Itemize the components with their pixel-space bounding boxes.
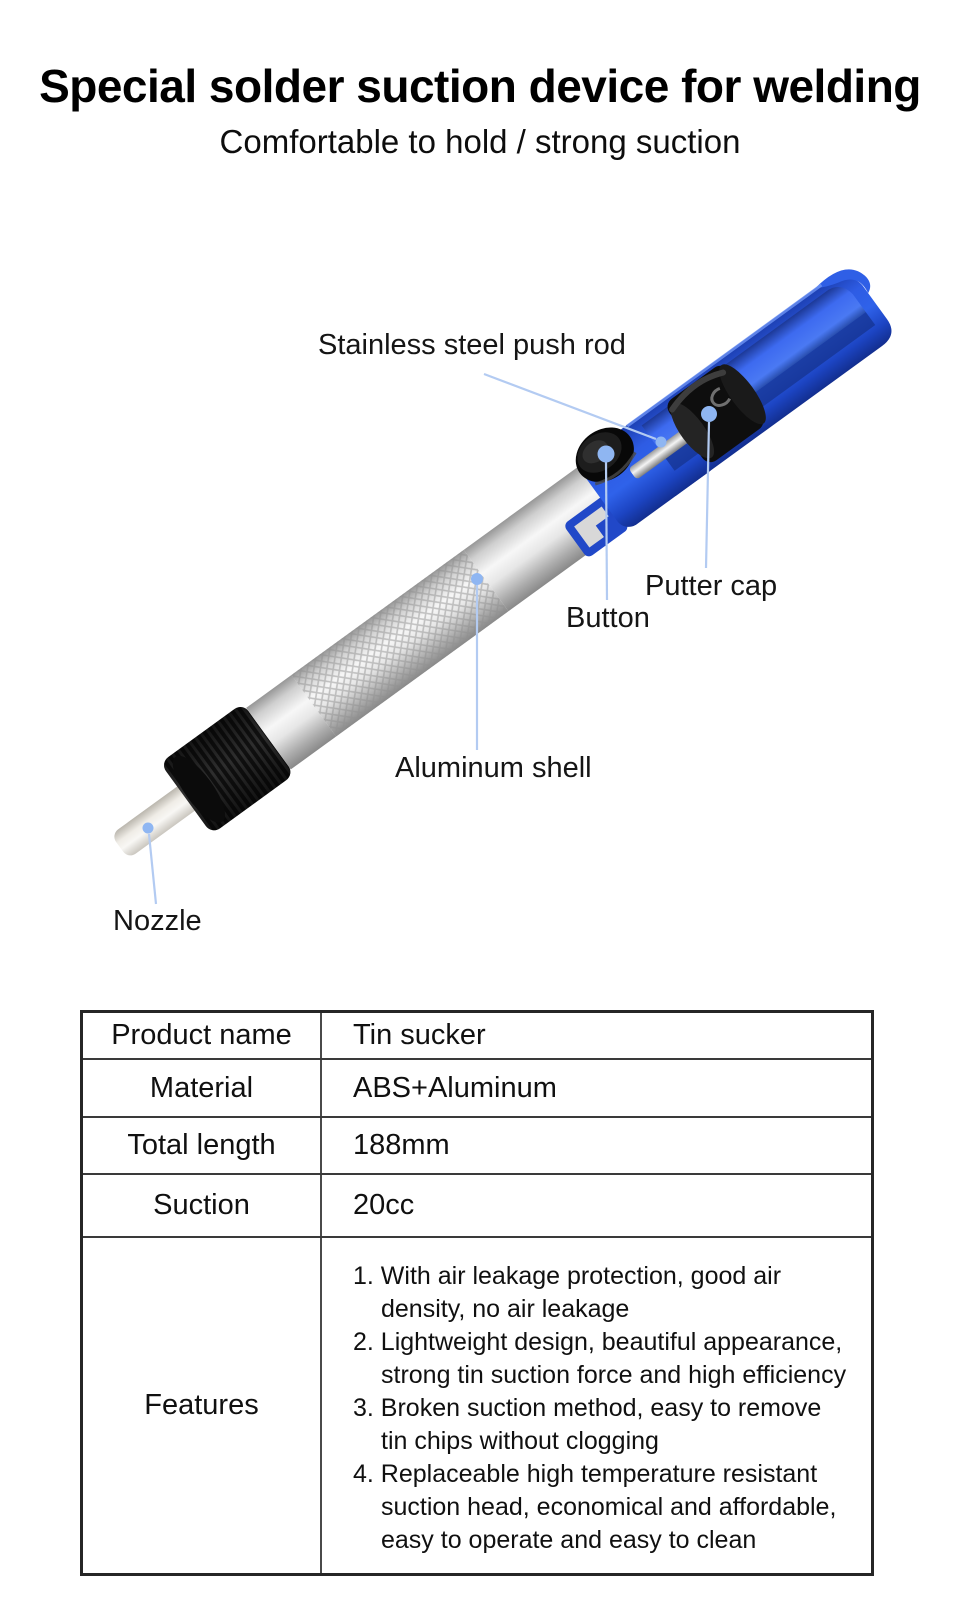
callout-dot-putter-cap xyxy=(701,406,717,422)
features-list xyxy=(322,1238,871,1573)
callout-dot-aluminum-shell xyxy=(471,573,483,585)
feature-item: 3. Broken suction method, easy to remove tin chips without clogging xyxy=(353,1394,822,1455)
spec-row xyxy=(83,1060,871,1118)
spec-label-cell: Total length xyxy=(83,1118,322,1173)
page-subtitle: Comfortable to hold / strong suction xyxy=(219,123,741,160)
spec-value-cell: ABS+Aluminum xyxy=(353,1071,557,1104)
spec-table xyxy=(80,1010,874,1576)
label-nozzle: Nozzle xyxy=(113,905,202,937)
spec-row xyxy=(83,1013,871,1060)
features-row xyxy=(83,1238,871,1573)
spec-value-cell: 20cc xyxy=(353,1189,415,1221)
spec-label-cell: Suction xyxy=(83,1175,322,1236)
callout-dot-button xyxy=(598,446,615,463)
feature-item: 4. Replaceable high temperature resistant suction head, economical and affordable, easy to operate and easy to clean xyxy=(353,1460,837,1554)
callout-dot-nozzle xyxy=(143,823,154,834)
leader-nozzle xyxy=(149,834,156,904)
label-stainless-steel-push-rod: Stainless steel push rod xyxy=(318,329,626,361)
leader-button xyxy=(606,462,607,600)
label-putter-cap: Putter cap xyxy=(645,570,778,602)
features-label-cell: Features xyxy=(83,1238,322,1573)
spec-value-cell: 188mm xyxy=(353,1129,450,1161)
label-aluminum-shell: Aluminum shell xyxy=(395,752,592,784)
spec-row xyxy=(83,1118,871,1175)
spec-label-cell: Material xyxy=(83,1060,322,1116)
spec-value-cell: Tin sucker xyxy=(353,1019,486,1051)
leader-push-rod xyxy=(484,374,656,439)
spec-row xyxy=(83,1175,871,1238)
label-button: Button xyxy=(566,602,650,634)
channel-shape xyxy=(624,259,904,496)
feature-item: 2. Lightweight design, beautiful appearance, strong tin suction force and high efficiency xyxy=(353,1328,847,1389)
callout-dot-push-rod xyxy=(656,437,667,448)
feature-item: 1. With air leakage protection, good air density, no air leakage xyxy=(353,1262,782,1323)
page-title: Special solder suction device for welding xyxy=(39,60,921,112)
spec-label-cell: Product name xyxy=(83,1013,322,1058)
